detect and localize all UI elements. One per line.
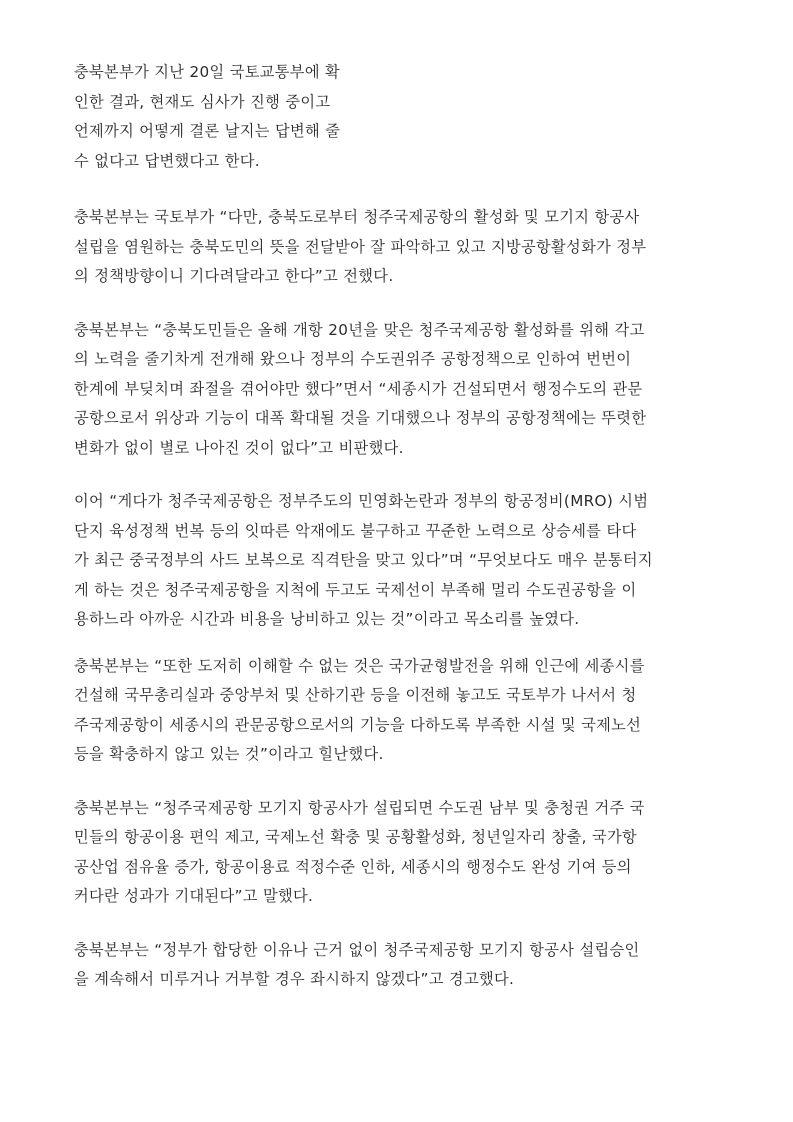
text-line: 커다란 성과가 기대된다”고 말했다. (74, 887, 314, 905)
text-line: 을 계속해서 미루거나 거부할 경우 좌시하지 않겠다”고 경고했다. (74, 970, 515, 988)
paragraph-1 (74, 58, 734, 176)
paragraph-7 (74, 936, 734, 995)
paragraph-4 (74, 487, 734, 635)
paragraph-2 (74, 203, 734, 292)
text-line: 변화가 없이 별로 나아진 것이 없다”고 비판했다. (74, 438, 404, 457)
text-line: 등을 확충하지 않고 있는 것”이라고 힐난했다. (74, 745, 384, 763)
text-line: 게 하는 것은 청주국제공항을 지척에 두고도 국제선이 부족해 멀리 수도권공항을 이 (74, 580, 637, 599)
text-line: 건설해 국무총리실과 중앙부처 및 산하기관 등을 이전해 놓고도 국토부가 나서서 청 (74, 686, 637, 704)
text-line: 충북본부는 “또한 도저히 이해할 수 없는 것은 국가균형발전을 위해 인근에 세종시를 (74, 656, 645, 675)
text-line: 용하느라 아까운 시간과 비용을 낭비하고 있는 것”이라고 목소리를 높였다. (74, 610, 580, 628)
text-line: 한계에 부딪치며 좌절을 겪어야만 했다”면서 “세종시가 건설되면서 행정수도의 관문 (74, 379, 643, 398)
article-body (74, 58, 734, 995)
text-line: 충북본부는 국토부가 “다만, 충북도로부터 청주국제공항의 활성화 및 모기지 항공사 (74, 208, 640, 226)
text-line: 의 정책방향이니 기다려달라고 한다”고 전했다. (74, 267, 394, 285)
text-line: 충북본부는 “청주국제공항 모기지 항공사가 설립되면 수도권 남부 및 충청권 거주 국 (74, 798, 645, 817)
text-line: 민들의 항공이용 편익 제고, 국제노선 확충 및 공황활성화, 청년일자리 창출, 국가항 (74, 828, 638, 846)
text-line: 단지 육성정책 번복 등의 잇따른 악재에도 불구하고 꾸준한 노력으로 상승세를 타다 (74, 521, 637, 540)
text-line: 공항으로서 위상과 기능이 대폭 확대될 것을 기대했으나 정부의 공항정책에는 뚜렷한 (74, 409, 647, 427)
text-line: 설립을 염원하는 충북도민의 뜻을 전달받아 잘 파악하고 있고 지방공항활성화가 정부 (74, 237, 647, 256)
text-line: 인한 결과, 현재도 심사가 진행 중이고 (74, 92, 331, 111)
paragraph-3 (74, 316, 734, 464)
text-line: 이어 “게다가 청주국제공항은 정부주도의 민영화논란과 정부의 항공정비(MRO) 시범 (74, 492, 649, 510)
paragraph-6 (74, 794, 734, 912)
text-line: 공산업 점유율 증가, 항공이용료 적정수준 인하, 세종시의 행정수도 완성 기여 등의 (74, 857, 632, 876)
text-line: 언제까지 어떻게 결론 날지는 답변해 줄 (74, 122, 341, 140)
text-line: 충북본부는 “충북도민들은 올해 개항 20년을 맞은 청주국제공항 활성화를 위해 각고 (74, 320, 645, 339)
text-line: 주국제공항이 세종시의 관문공항으로서의 기능을 다하도록 부족한 시설 및 국제노선 (74, 715, 642, 734)
text-line: 충북본부는 “정부가 합당한 이유나 근거 없이 청주국제공항 모기지 항공사 설립승인 (74, 940, 640, 959)
text-line: 충북본부가 지난 20일 국토교통부에 확 (74, 63, 341, 81)
text-line: 수 없다고 답변했다고 한다. (74, 151, 260, 170)
paragraph-5 (74, 652, 734, 770)
text-line: 가 최근 중국정부의 사드 보복으로 직격탄을 맞고 있다”며 “무엇보다도 매우 분통터지 (74, 551, 653, 569)
text-line: 의 노력을 줄기차게 전개해 왔으나 정부의 수도권위주 공항정책으로 인하여 번번이 (74, 350, 632, 368)
